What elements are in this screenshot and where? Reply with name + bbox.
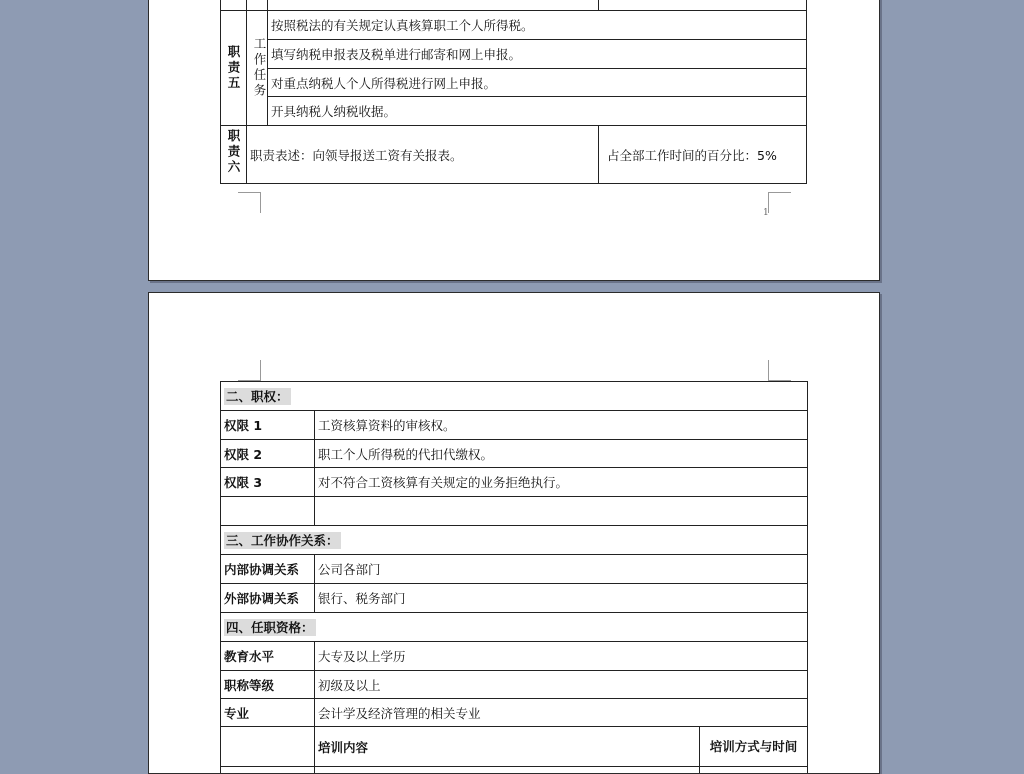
table-row	[221, 440, 808, 468]
authority-1-label: 权限 1	[221, 411, 315, 440]
cooperation-internal-value: 公司各部门	[315, 555, 808, 584]
authority-2-label: 权限 2	[221, 440, 315, 468]
crop-mark	[238, 360, 261, 381]
table-row	[221, 584, 808, 613]
qualification-education-value: 大专及以上学历	[315, 642, 808, 671]
duty5-task-4: 开具纳税人纳税收据。	[268, 97, 807, 126]
authority-1-value: 工资核算资料的审核权。	[315, 411, 808, 440]
duty5-sublabel: 工作任务	[250, 37, 268, 99]
section-row	[221, 382, 808, 411]
table-row	[221, 11, 807, 40]
table-row	[221, 699, 808, 727]
duty5-task-2: 填写纳税申报表及税单进行邮寄和网上申报。	[268, 40, 807, 69]
training-header-row	[221, 727, 808, 767]
duty5-sublabel-cell	[247, 11, 268, 126]
table-row	[221, 126, 807, 184]
page-number: 1	[763, 208, 769, 218]
section-row	[221, 613, 808, 642]
cooperation-external-label: 外部协调关系	[221, 584, 315, 613]
duty5-label: 职责五	[224, 45, 242, 92]
training-content-header: 培训内容	[315, 727, 700, 767]
table-row	[221, 97, 807, 126]
duties-table	[220, 0, 807, 184]
section-row	[221, 526, 808, 555]
table-row	[221, 671, 808, 699]
authority-3-label: 权限 3	[221, 468, 315, 497]
section-cooperation-title: 三、工作协作关系：	[224, 532, 341, 549]
duty6-label-cell	[221, 126, 247, 184]
document-page-1	[148, 0, 880, 281]
section-qualification-cell	[221, 613, 808, 642]
qualification-major-label: 专业	[221, 699, 315, 727]
table-row	[221, 40, 807, 69]
section-authority-cell	[221, 382, 808, 411]
duty6-label: 职责六	[224, 129, 242, 176]
authority-2-value: 职工个人所得税的代扣代缴权。	[315, 440, 808, 468]
job-spec-table	[220, 381, 808, 774]
cooperation-external-value: 银行、税务部门	[315, 584, 808, 613]
duty5-task-1: 按照税法的有关规定认真核算职工个人所得税。	[268, 11, 807, 40]
cooperation-internal-label: 内部协调关系	[221, 555, 315, 584]
duty6-time-share: 占全部工作时间的百分比：5%	[599, 126, 807, 184]
table-row	[221, 0, 807, 11]
table-row	[221, 555, 808, 584]
section-authority-title: 二、职权：	[224, 388, 291, 405]
duty5-label-cell	[221, 11, 247, 126]
qualification-major-value: 会计学及经济管理的相关专业	[315, 699, 808, 727]
section-cooperation-cell	[221, 526, 808, 555]
section-qualification-title: 四、任职资格：	[224, 619, 316, 636]
table-row	[221, 497, 808, 526]
document-page-2	[148, 292, 880, 774]
qualification-title-label: 职称等级	[221, 671, 315, 699]
authority-3-value: 对不符合工资核算有关规定的业务拒绝执行。	[315, 468, 808, 497]
qualification-title-value: 初级及以上	[315, 671, 808, 699]
qualification-education-label: 教育水平	[221, 642, 315, 671]
table-row	[221, 411, 808, 440]
duty5-task-3: 对重点纳税人个人所得税进行网上申报。	[268, 69, 807, 97]
crop-mark	[238, 192, 261, 213]
table-row	[221, 468, 808, 497]
training-method-header: 培训方式与时间	[700, 727, 808, 767]
crop-mark	[768, 360, 791, 381]
table-row	[221, 642, 808, 671]
crop-mark	[768, 192, 791, 213]
table-row	[221, 69, 807, 97]
duty6-description: 职责表述：向领导报送工资有关报表。	[247, 126, 599, 184]
training-blank-cell	[221, 727, 315, 767]
